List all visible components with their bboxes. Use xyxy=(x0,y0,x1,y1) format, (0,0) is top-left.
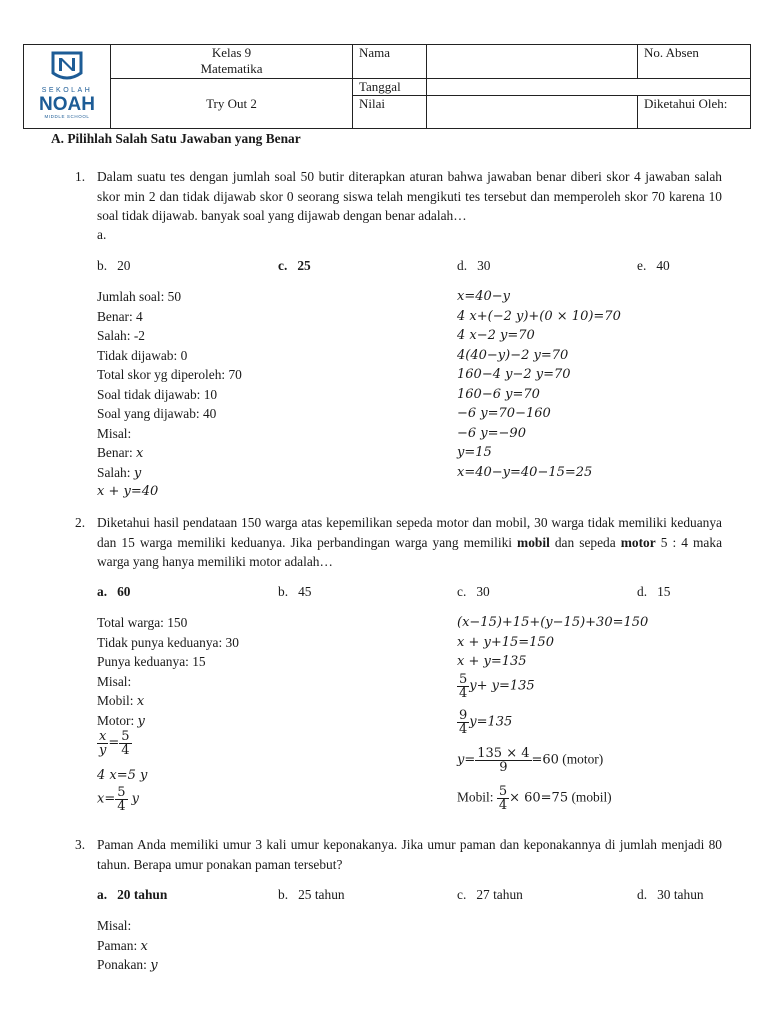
q1-right-eq: −6 y=70−160 xyxy=(457,406,551,421)
q1-right-eq: 4 x+(−2 y)+(0 × 10)=70 xyxy=(457,308,621,324)
q1-right-eq: 160−4 y−2 y=70 xyxy=(457,367,571,382)
q3-option-c[interactable]: c. 27 tahun xyxy=(457,887,523,902)
q1-right-eq: y=15 xyxy=(457,445,492,460)
q2-option-b[interactable]: b. 45 xyxy=(278,584,312,599)
q2-left-line: Misal: xyxy=(97,673,132,689)
class-subject-cell xyxy=(111,45,353,79)
q3-paman-line: Paman: x xyxy=(97,937,148,954)
q2-right-eq-frac: $\frac{9}{4}$ y=135 xyxy=(459,708,513,737)
q2-option-c[interactable]: c. 30 xyxy=(457,584,490,599)
known-label: Diketahui Oleh: xyxy=(638,96,751,129)
q2-left-line: Tidak punya keduanya: 30 xyxy=(97,634,239,650)
exam-label: Try Out 2 xyxy=(111,79,353,129)
q2-right-eq: (x−15)+15+(y−15)+30=150 xyxy=(457,615,649,630)
subject-label: Matematika xyxy=(200,61,263,76)
q3-misal: Misal: xyxy=(97,918,132,933)
q1-salah-line: Salah: y xyxy=(97,464,142,481)
q3-option-d[interactable]: d. 30 tahun xyxy=(637,887,704,902)
school-word-top: SEKOLAH xyxy=(41,86,93,94)
q2-right-eq-mobil: Mobil: $\frac{5}{4}$ × 60=75 (mobil) xyxy=(457,784,612,813)
q2-number: 2. xyxy=(75,515,86,530)
q2-text: Diketahui hasil pendataan 150 warga atas kepemilikan sepeda motor dan mobil, 30 warga tidak memiliki keduanya dan 15 warga memiliki keduanya. Jika perbandingan warga yang memiliki mobil dan sepeda motor 5 : 4 maka warga yang hanya memiliki motor adalah… xyxy=(97,515,723,569)
q2-right-eq: x + y+15=150 xyxy=(457,634,554,650)
q2-right-eq-frac: $\frac{5}{4}$ y+ y=135 xyxy=(459,672,535,701)
q1-sub-label: a. xyxy=(97,227,107,242)
q1-left-line: Benar: 4 xyxy=(97,308,143,324)
name-field[interactable] xyxy=(427,45,638,79)
q1-sum-equation: x + y=40 xyxy=(97,484,159,499)
q3-number: 3. xyxy=(75,837,86,852)
q1-option-e[interactable]: e. 40 xyxy=(637,258,670,273)
q1-left-line: Jumlah soal: 50 xyxy=(97,289,182,304)
q3-option-a[interactable]: a. 20 tahun xyxy=(97,887,168,902)
q2-right-eq-motor: y= $\frac{135 \times 4}{9}$ =60 (motor) xyxy=(457,746,604,775)
q3-option-b[interactable]: b. 25 tahun xyxy=(278,887,345,902)
q1-right-eq: −6 y=−90 xyxy=(457,425,526,441)
q2-motor-line: Motor: y xyxy=(97,712,145,729)
date-label: Tanggal xyxy=(353,79,427,96)
q1-left-line: Tidak dijawab: 0 xyxy=(97,347,188,363)
q1-left-line: Soal yang dijawab: 40 xyxy=(97,406,217,421)
q3-text: Paman Anda memiliki umur 3 kali umur keponakanya. Jika umur paman dan keponakannya di jumlah menjadi 80 tahun. Berapa umur ponakan paman tersebut? xyxy=(97,837,722,872)
q2-cross-equation: 4 x=5 y xyxy=(97,768,148,783)
q2-left-line: Total warga: 150 xyxy=(97,615,188,630)
q3-ponakan-line: Ponakan: y xyxy=(97,957,158,973)
school-word-main: NOAH xyxy=(39,93,95,115)
q1-left-line: Salah: -2 xyxy=(97,328,145,343)
q2-ratio-equation: $\frac{x}{y}$ = $\frac{5}{4}$ xyxy=(99,729,130,758)
q1-left-line: Misal: xyxy=(97,425,132,441)
q2-option-a[interactable]: a. 60 xyxy=(97,584,131,599)
q1-right-eq: 160−6 y=70 xyxy=(457,386,540,402)
q1-text: Dalam suatu tes dengan jumlah soal 50 butir diterapkan aturan bahwa jawaban benar diberi skor 4 jawaban salah skor min 2 dan tidak dijawab skor 0 seorang siswa telah mengikuti tes tersebut dan memperoleh skor 70 karena 10 soal tidak dijawab. banyak soal yang dijawab dengan benar adalah… xyxy=(97,169,722,223)
score-field[interactable] xyxy=(427,96,638,129)
q1-option-c[interactable]: c. 25 xyxy=(278,258,311,273)
q2-mobil-line: Mobil: x xyxy=(97,693,145,709)
q1-right-eq: x=40−y xyxy=(457,289,511,304)
school-logo-cell xyxy=(24,45,111,129)
school-logo-icon xyxy=(27,47,107,123)
q1-benar-line: Benar: x xyxy=(97,445,144,461)
q1-option-b[interactable]: b. 20 xyxy=(97,258,131,273)
absen-label: No. Absen xyxy=(638,45,751,79)
q2-left-line: Punya keduanya: 15 xyxy=(97,654,206,669)
q1-option-d[interactable]: d. 30 xyxy=(457,258,491,273)
q1-left-line: Soal tidak dijawab: 10 xyxy=(97,386,218,402)
q1-right-eq: 4 x−2 y=70 xyxy=(457,328,535,343)
school-word-sub: MIDDLE SCHOOL xyxy=(44,113,90,119)
class-label: Kelas 9 xyxy=(211,45,252,60)
q1-right-eq: x=40−y=40−15=25 xyxy=(457,464,593,480)
section-title: A. Pilihlah Salah Satu Jawaban yang Benar xyxy=(51,131,301,146)
q2-bold-motor: motor xyxy=(620,534,656,550)
q2-option-d[interactable]: d. 15 xyxy=(637,584,671,599)
score-label: Nilai xyxy=(353,96,427,129)
q2-right-eq: x + y=135 xyxy=(457,654,527,669)
q1-left-line: Total skor yg diperoleh: 70 xyxy=(97,367,242,382)
q2-bold-mobil: mobil xyxy=(517,534,550,550)
name-label: Nama xyxy=(353,45,427,79)
header-table xyxy=(23,44,751,129)
q1-number: 1. xyxy=(75,169,86,184)
q2-x-equation: x= $\frac{5}{4}$ y xyxy=(97,785,140,814)
date-field[interactable] xyxy=(427,79,751,96)
q1-right-eq: 4(40−y)−2 y=70 xyxy=(457,347,569,363)
